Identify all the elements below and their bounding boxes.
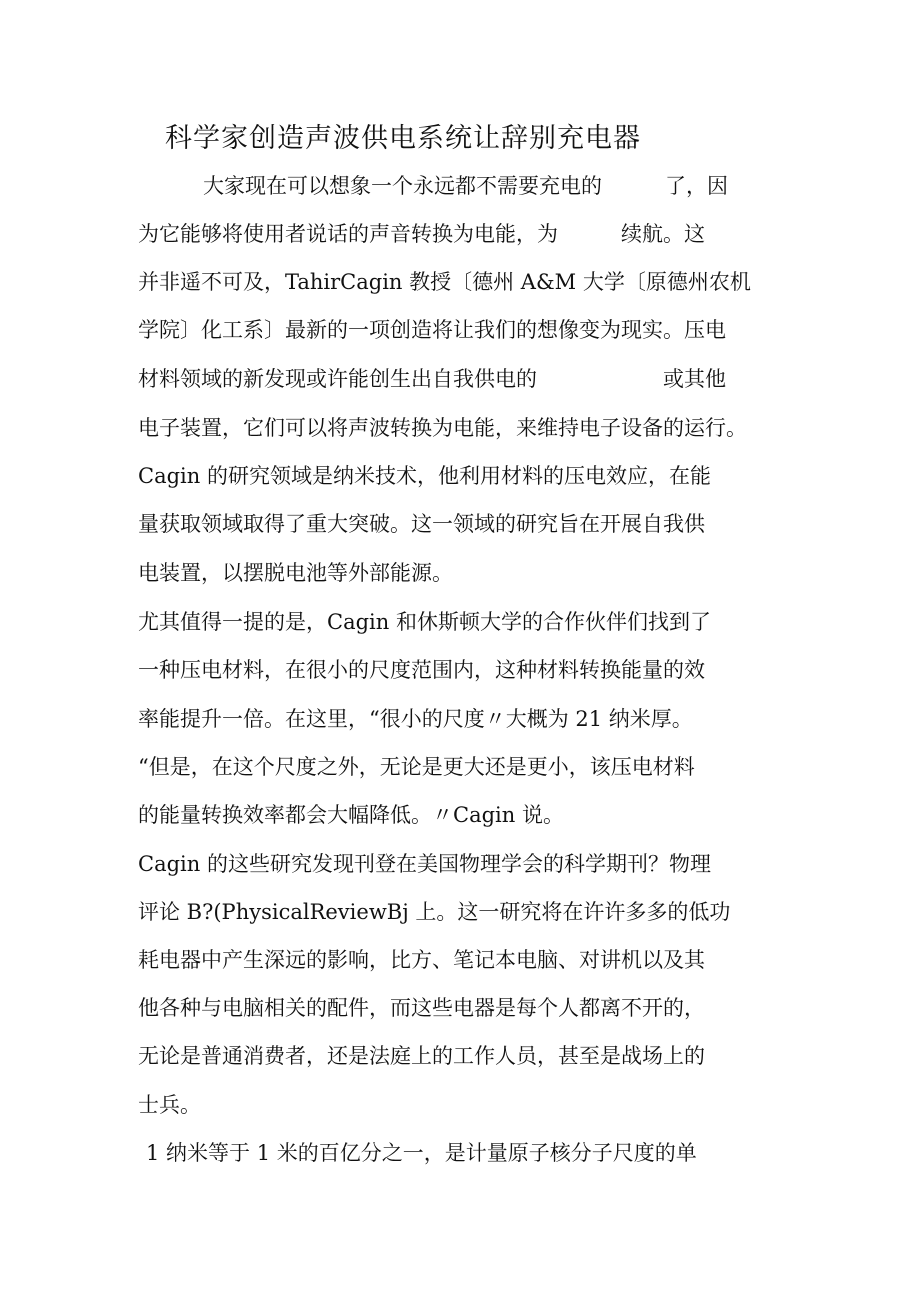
paragraph-line: 一种压电材料，在很小的尺度范围内，这种材料转换能量的效	[138, 658, 705, 682]
paragraph-line: 电装置，以摆脱电池等外部能源。	[138, 561, 453, 585]
paragraph-line: 学院〕化工系〕最新的一项创造将让我们的想像变为现实。压电	[138, 318, 726, 342]
paragraph-line: 无论是普通消费者，还是法庭上的工作人员，甚至是战场上的	[138, 1044, 705, 1068]
paragraph-line: 他各种与电脑相关的配件，而这些电器是每个人都离不开的，	[138, 996, 705, 1020]
paragraph-line: 尤其值得一提的是，Cagin 和休斯顿大学的合作伙伴们找到了	[138, 610, 711, 634]
paragraph-line: “但是，在这个尺度之外，无论是更大还是更小，该压电材料	[138, 755, 695, 779]
paragraph-line: 材料领域的新发现或许能创生出自我供电的 或其他	[138, 367, 726, 391]
paragraph-line: Cagin 的这些研究发现刊登在美国物理学会的科学期刊？物理	[138, 852, 711, 876]
document-title: 科学家创造声波供电系统让辞别充电器	[165, 123, 641, 154]
paragraph-line: 的能量转换效率都会大幅降低。〃Cagin 说。	[138, 803, 564, 827]
paragraph-line: 耗电器中产生深远的影响，比方、笔记本电脑、对讲机以及其	[138, 948, 705, 972]
paragraph-line: 量获取领域取得了重大突破。这一领域的研究旨在开展自我供	[138, 512, 705, 536]
paragraph-line: 评论 B?(PhysicalReviewBj 上。这一研究将在许许多多的低功	[138, 900, 731, 924]
paragraph-line: 大家现在可以想象一个永远都不需要充电的 了，因	[203, 174, 728, 198]
paragraph-line: 为它能够将使用者说话的声音转换为电能，为 续航。这	[138, 222, 705, 246]
paragraph-line: 率能提升一倍。在这里，“很小的尺度〃大概为 21 纳米厚。	[138, 707, 693, 731]
paragraph-line: Cagin 的研究领域是纳米技术，他利用材料的压电效应，在能	[138, 464, 711, 488]
paragraph-line: 士兵。	[138, 1093, 201, 1117]
paragraph-line: 电子装置，它们可以将声波转换为电能，来维持电子设备的运行。	[138, 416, 747, 440]
paragraph-line: 并非遥不可及，TahirCagin 教授〔德州 A&M 大学〔原德州农机	[138, 270, 751, 294]
paragraph-line: 1 纳米等于 1 米的百亿分之一，是计量原子核分子尺度的单	[146, 1141, 697, 1165]
